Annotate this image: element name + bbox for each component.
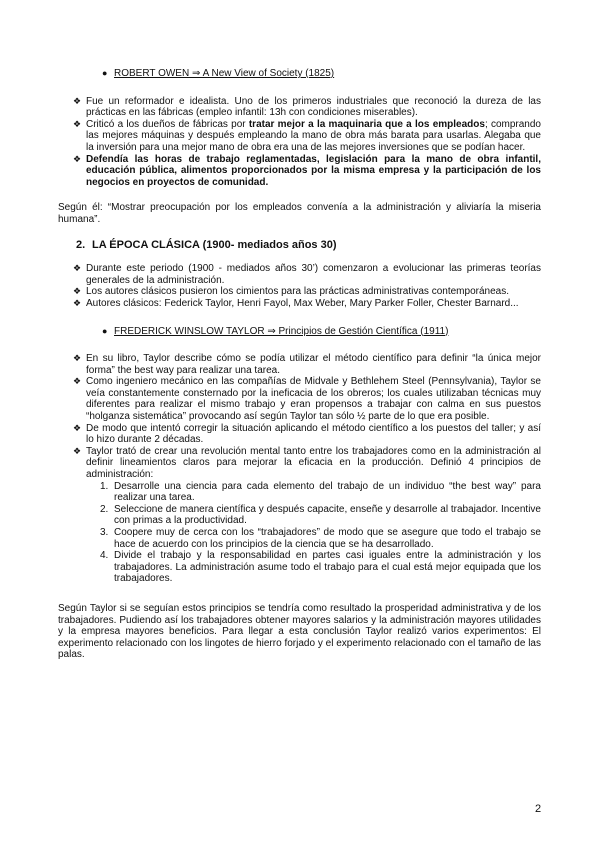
list-item: ❖ De modo que intentó corregir la situación aplicando el método científico a los puestos del taller; y así lo hizo durante 2 décadas. [73,422,541,446]
section-title: 2. LA ÉPOCA CLÁSICA (1900- mediados años 30) [76,238,337,251]
taylor-conclusion: Según Taylor si se seguían estos principios se tendría como resultado la prosperidad administrativa y de los trabajadores. Pudiendo así los trabajadores obtener mayores salarios y la administración mayores utilidades y la empresa mayores beneficios. Para llegar a esta conclusión Taylor realizó varios experimentos: El experimento relacionado con los lingotes de hierro forjado y el experimento relacionado con el tamaño de las palas. [58,602,541,661]
diamond-bullet-icon: ❖ [73,263,82,274]
list-item: ❖ Defendía las horas de trabajo reglamentadas, legislación para la mano de obra infantil, educación pública, alimentos proporcionados por la misma empresa y la participación de los negocios en proyectos de comunidad. [73,153,541,188]
principles-list [86,481,541,585]
owen-bullet-list [58,96,541,189]
bullet-dot-icon: ● [102,325,108,336]
owen-heading: ● ROBERT OWEN ⇒ A New View of Society (1825) [102,68,335,79]
list-item: ❖ Fue un reformador e idealista. Uno de los primeros industriales que reconoció la dureza de las prácticas en las fábricas (empleo infantil: 13h con condiciones miserables). [73,95,541,119]
classical-bullet-list [58,263,541,309]
diamond-bullet-icon: ❖ [73,297,82,308]
diamond-bullet-icon: ❖ [73,376,82,387]
list-item: ❖ Autores clásicos: Federick Taylor, Henri Fayol, Max Weber, Mary Parker Foller, Chester Barnard... [73,297,519,309]
list-item: ❖ Taylor trató de crear una revolución mental tanto entre los trabajadores como en la administración al definir lineamientos claros para mejorar la eficacia en la producción. Definió 4 principios de administración: 1. Desarrolle una ciencia para cada elemento del trabajo de un individuo “the best way” para realizar una tarea. 2. Seleccione de manera científica y después capacite, enseñe y desarrolle al trabajador. Incentive con primas a la productividad. 3. Coopere muy de cerca con los “trabajadores” de modo que se asegure que todo el trabajo se hace de acuerdo con los principios de la ciencia que se ha desarrollado. 4. Divide el trabajo y la responsabilidad en partes casi iguales entre la administración y los trabajadores. La administración asume todo el trabajo para el cual está mejor equipada que los trabajadores. [73,445,541,585]
principle-item: 1. Desarrolle una ciencia para cada elemento del trabajo de un individuo “the best way” para realizar una tarea. [100,480,541,504]
document-page [58,68,541,661]
diamond-bullet-icon: ❖ [73,153,82,164]
diamond-bullet-icon: ❖ [73,118,82,129]
diamond-bullet-icon: ❖ [73,422,82,433]
taylor-heading: ● FREDERICK WINSLOW TAYLOR ⇒ Principios de Gestión Científica (1911) [102,325,449,337]
principle-item: 3. Coopere muy de cerca con los “trabajadores” de modo que se asegure que todo el trabajo se hace de acuerdo con los principios de la ciencia que se ha desarrollado. [100,527,541,550]
bullet-dot-icon: ● [102,68,108,78]
diamond-bullet-icon: ❖ [73,353,82,364]
owen-quote: Según él: “Mostrar preocupación por los empleados convenía a la administración y aliviaría la miseria humana”. [58,202,541,225]
diamond-bullet-icon: ❖ [73,445,82,456]
page-number: 2 [535,803,542,815]
list-item: ❖ Los autores clásicos pusieron los cimientos para las prácticas administrativas contemporáneas. [73,286,509,298]
principle-item: 4. Divide el trabajo y la responsabilidad en partes casi iguales entre la administración y los trabajadores. La administración asume todo el trabajo para el cual está mejor equipada que los trabajadores. [100,550,541,585]
diamond-bullet-icon: ❖ [73,95,82,106]
principle-item: 2. Seleccione de manera científica y después capacite, enseñe y desarrolle al trabajador. Incentive con primas a la productividad. [100,503,541,527]
diamond-bullet-icon: ❖ [73,286,82,297]
list-item: ❖ Criticó a los dueños de fábricas por tratar mejor a la maquinaria que a los empleados; comprando las mejores máquinas y después empleando la mano de obra más barata para usarlas. Alegaba que la inversión para una mejor mano de obra era una de las mejores inversiones que se podían hacer. [73,118,541,153]
list-item: ❖ Durante este periodo (1900 - mediados años 30’) comenzaron a evolucionar las primeras teorías generales de la administración. [73,263,541,286]
list-item: ❖ En su libro, Taylor describe cómo se podía utilizar el método científico para definir “la única mejor forma” the best way para realizar una tarea. [73,353,541,376]
list-item: ❖ Como ingeniero mecánico en las compañías de Midvale y Bethlehem Steel (Pennsylvania), Taylor se veía constantemente consternado por la ineficacia de los obreros; los cuales utilizaban técnicas muy diferentes para realizar el mismo trabajo y eran propensos a trabajar con calma en sus puestos “holganza sistemática” provocando así según Taylor tan sólo ½ parte de lo que era posible. [73,376,541,423]
taylor-bullet-list [58,353,541,585]
